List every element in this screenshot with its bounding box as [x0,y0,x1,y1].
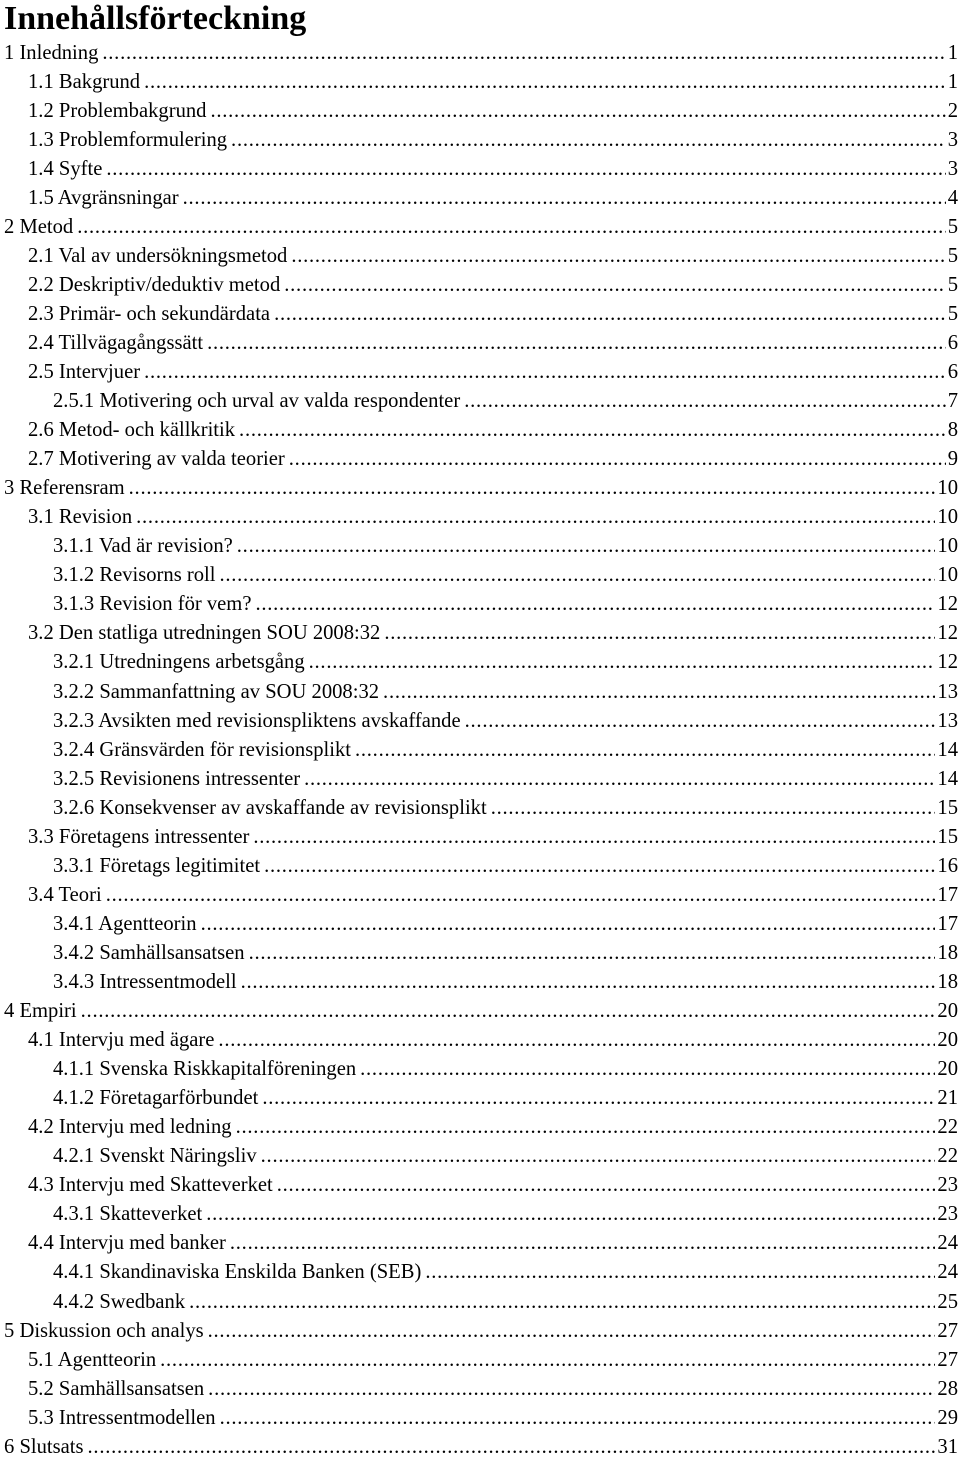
dot-leader [144,68,946,97]
toc-entry-label: 3.2 Den statliga utredningen SOU 2008:32 [28,622,381,645]
toc-entry[interactable] [0,1113,960,1142]
toc-entry-label: 3.2.3 Avsikten med revisionspliktens avskaffande [53,709,461,732]
toc-entry-page-number: 18 [937,971,958,993]
toc-entry[interactable] [0,1026,960,1055]
dot-leader [239,416,946,445]
toc-entry-label: 6 Slutsats [4,1435,84,1458]
toc-entry-label: 4.3 Intervju med Skatteverket [28,1174,273,1197]
toc-entry[interactable] [0,1404,960,1433]
toc-entry-label: 2.6 Metod- och källkritik [28,419,236,442]
toc-entry[interactable] [0,416,960,445]
toc-entry-page-number: 15 [937,796,958,819]
toc-entry-label: 4.1 Intervju med ägare [28,1029,215,1052]
toc-entry[interactable] [0,561,960,590]
toc-entry-label: 3.1.2 Revisorns roll [53,564,216,587]
toc-entry-label: 1.4 Syfte [28,157,103,180]
toc-entry[interactable] [0,242,960,271]
toc-entry-label: 2.3 Primär- och sekundärdata [28,302,271,325]
toc-entry-label: 5.3 Intressentmodellen [28,1406,216,1429]
toc-entry[interactable] [0,1258,960,1287]
toc-entry-label: 3.4.1 Agentteorin [53,912,197,935]
toc-entry-page-number: 29 [937,1406,958,1429]
dot-leader [274,300,946,329]
toc-entry-label: 4.4.1 Skandinaviska Enskilda Banken (SEB) [53,1261,422,1284]
toc-entry-label: 5.2 Samhällsansatsen [28,1377,205,1400]
toc-entry-page-number: 8 [947,419,958,442]
toc-entry[interactable] [0,68,960,97]
toc-entry-page-number: 15 [937,825,958,848]
toc-entry[interactable] [0,155,960,184]
toc-entry[interactable] [0,271,960,300]
table-of-contents [0,39,960,1462]
dot-leader [291,242,945,271]
toc-entry[interactable] [0,648,960,677]
toc-entry[interactable] [0,1142,960,1171]
toc-entry-page-number: 17 [937,912,958,935]
toc-entry[interactable] [0,1375,960,1404]
toc-entry[interactable] [0,532,960,561]
toc-entry-label: 4.1.1 Svenska Riskkapitalföreningen [53,1058,357,1081]
toc-entry-label: 3.1.1 Vad är revision? [53,535,233,558]
toc-entry-label: 4 Empiri [4,1000,77,1023]
dot-leader [465,707,936,736]
toc-entry[interactable] [0,1171,960,1200]
toc-entry-page-number: 23 [937,1203,958,1226]
toc-entry-page-number: 28 [937,1377,958,1400]
toc-entry-label: 2.2 Deskriptiv/deduktiv metod [28,273,281,296]
toc-entry[interactable] [0,794,960,823]
toc-entry[interactable] [0,997,960,1026]
toc-entry[interactable] [0,852,960,881]
dot-leader [144,358,946,387]
dot-leader [206,1200,935,1229]
toc-entry-page-number: 31 [937,1435,958,1458]
toc-entry[interactable] [0,1346,960,1375]
toc-entry-label: 2.7 Motivering av valda teorier [28,448,285,471]
toc-entry-page-number: 23 [937,1174,958,1197]
toc-entry[interactable] [0,910,960,939]
dot-leader [208,1375,935,1404]
toc-entry[interactable] [0,678,960,707]
toc-entry-page-number: 27 [937,1348,958,1371]
toc-entry-page-number: 14 [937,767,958,790]
toc-entry-label: 3.2.4 Gränsvärden för revisionsplikt [53,738,351,761]
toc-entry[interactable] [0,881,960,910]
dot-leader [88,1433,936,1462]
toc-entry-label: 3.1 Revision [28,506,133,529]
toc-entry-page-number: 9 [947,448,958,471]
toc-entry-page-number: 5 [947,215,958,238]
dot-leader [129,474,936,503]
dot-leader [261,1142,936,1171]
toc-entry-label: 4.1.2 Företagarförbundet [53,1087,259,1110]
toc-entry-page-number: 12 [937,622,958,645]
toc-entry-page-number: 18 [937,941,958,964]
toc-entry[interactable] [0,968,960,997]
toc-entry-page-number: 14 [937,738,958,761]
toc-entry-label: 1.5 Avgränsningar [28,186,179,209]
toc-entry-label: 2 Metod [4,215,74,238]
toc-entry[interactable] [0,1317,960,1346]
toc-entry-page-number: 13 [937,680,958,703]
toc-entry-label: 3.2.1 Utredningens arbetsgång [53,651,305,674]
toc-entry-page-number: 4 [947,186,958,209]
dot-leader [383,678,935,707]
dot-leader [201,910,936,939]
dot-leader [220,1404,936,1433]
toc-entry-label: 4.3.1 Skatteverket [53,1203,203,1226]
toc-entry-page-number: 10 [937,564,958,587]
toc-entry-page-number: 10 [937,506,958,529]
toc-entry-page-number: 10 [937,477,958,500]
toc-entry-label: 2.1 Val av undersökningsmetod [28,244,288,267]
toc-entry-page-number: 3 [947,128,958,151]
toc-entry-label: 3.3.1 Företags legitimitet [53,854,261,877]
dot-leader [262,1084,935,1113]
dot-leader [253,823,935,852]
dot-leader [136,503,935,532]
toc-entry-page-number: 5 [947,273,958,296]
page-title: Innehållsförteckning [4,0,307,37]
dot-leader [106,155,945,184]
toc-entry-page-number: 12 [937,651,958,674]
toc-entry-label: 3.2.5 Revisionens intressenter [53,767,301,790]
toc-entry-page-number: 7 [947,390,958,413]
toc-entry[interactable] [0,39,960,68]
toc-entry-page-number: 2 [947,99,958,122]
toc-entry-page-number: 6 [947,331,958,354]
toc-entry-label: 5.1 Agentteorin [28,1348,157,1371]
toc-entry-label: 3.4.2 Samhällsansatsen [53,941,245,964]
toc-entry-label: 1.2 Problembakgrund [28,99,207,122]
dot-leader [289,445,946,474]
toc-entry-label: 3.4 Teori [28,883,102,906]
toc-entry[interactable] [0,445,960,474]
toc-entry[interactable] [0,823,960,852]
dot-leader [304,765,935,794]
dot-leader [237,532,936,561]
toc-entry-page-number: 24 [937,1261,958,1284]
dot-leader [264,852,935,881]
toc-entry[interactable] [0,736,960,765]
dot-leader [210,97,945,126]
toc-entry-page-number: 21 [937,1087,958,1110]
toc-entry[interactable] [0,1229,960,1258]
toc-entry-label: 3.4.3 Intressentmodell [53,971,237,993]
dot-leader [230,1229,936,1258]
toc-entry-label: 4.4 Intervju med banker [28,1232,226,1255]
toc-entry[interactable] [0,213,960,242]
toc-entry[interactable] [0,707,960,736]
dot-leader [355,736,935,765]
toc-entry[interactable] [0,765,960,794]
toc-entry[interactable] [0,300,960,329]
dot-leader [77,213,945,242]
toc-entry-label: 4.2.1 Svenskt Näringsliv [53,1145,257,1168]
dot-leader [384,619,935,648]
toc-entry[interactable] [0,619,960,648]
toc-entry-page-number: 20 [937,1000,958,1023]
toc-entry-page-number: 1 [947,70,958,93]
toc-entry-page-number: 27 [937,1319,958,1342]
toc-entry[interactable] [0,126,960,155]
dot-leader [189,1288,935,1317]
toc-entry[interactable] [0,184,960,213]
dot-leader [231,126,946,155]
toc-entry-label: 1.3 Problemformulering [28,128,228,151]
dot-leader [81,997,936,1026]
toc-entry-label: 3.3 Företagens intressenter [28,825,250,848]
toc-entry[interactable] [0,503,960,532]
dot-leader [464,387,946,416]
dot-leader [284,271,945,300]
toc-entry-page-number: 24 [937,1232,958,1255]
toc-entry[interactable] [0,474,960,503]
dot-leader [360,1055,935,1084]
toc-entry[interactable] [0,387,960,416]
toc-entry-page-number: 20 [937,1029,958,1052]
dot-leader [218,1026,935,1055]
toc-entry[interactable] [0,1433,960,1462]
toc-entry[interactable] [0,939,960,968]
toc-entry-page-number: 5 [947,302,958,325]
toc-entry-page-number: 12 [937,593,958,616]
toc-entry-page-number: 1 [947,41,958,64]
toc-entry-label: 3 Referensram [4,477,125,500]
toc-entry-page-number: 5 [947,244,958,267]
dot-leader [207,329,946,358]
toc-entry[interactable] [0,1084,960,1113]
toc-entry-label: 2.4 Tillvägagångssätt [28,331,204,354]
dot-leader [491,794,936,823]
toc-entry-label: 3.1.3 Revision för vem? [53,593,252,616]
toc-entry-label: 1 Inledning [4,41,99,64]
toc-entry-label: 3.2.6 Konsekvenser av avskaffande av revisionsplikt [53,796,487,819]
toc-entry[interactable] [0,590,960,619]
toc-entry-page-number: 16 [937,854,958,877]
toc-entry-page-number: 20 [937,1058,958,1081]
toc-entry-page-number: 13 [937,709,958,732]
toc-entry-page-number: 6 [947,361,958,384]
dot-leader [425,1258,935,1287]
toc-entry-label: 1.1 Bakgrund [28,70,141,93]
toc-entry-label: 2.5 Intervjuer [28,361,141,384]
dot-leader [183,184,946,213]
dot-leader [255,590,935,619]
dot-leader [277,1171,936,1200]
dot-leader [241,968,936,997]
toc-entry[interactable] [0,329,960,358]
toc-entry-label: 3.2.2 Sammanfattning av SOU 2008:32 [53,680,380,703]
dot-leader [219,561,935,590]
toc-entry-label: 4.4.2 Swedbank [53,1290,186,1313]
dot-leader [102,39,945,68]
toc-entry-label: 5 Diskussion och analys [4,1319,204,1342]
toc-entry-page-number: 22 [937,1116,958,1139]
toc-entry[interactable] [0,1055,960,1084]
toc-entry-page-number: 25 [937,1290,958,1313]
dot-leader [106,881,936,910]
dot-leader [160,1346,935,1375]
toc-entry-page-number: 17 [937,883,958,906]
dot-leader [249,939,936,968]
toc-entry-page-number: 10 [937,535,958,558]
dot-leader [236,1113,936,1142]
toc-entry-label: 4.2 Intervju med ledning [28,1116,232,1139]
toc-entry-page-number: 22 [937,1145,958,1168]
toc-entry-page-number: 3 [947,157,958,180]
toc-entry[interactable] [0,97,960,126]
dot-leader [309,648,936,677]
toc-entry[interactable] [0,1288,960,1317]
toc-entry-label: 2.5.1 Motivering och urval av valda respondenter [53,390,461,413]
toc-entry[interactable] [0,1200,960,1229]
toc-entry[interactable] [0,358,960,387]
dot-leader [208,1317,936,1346]
